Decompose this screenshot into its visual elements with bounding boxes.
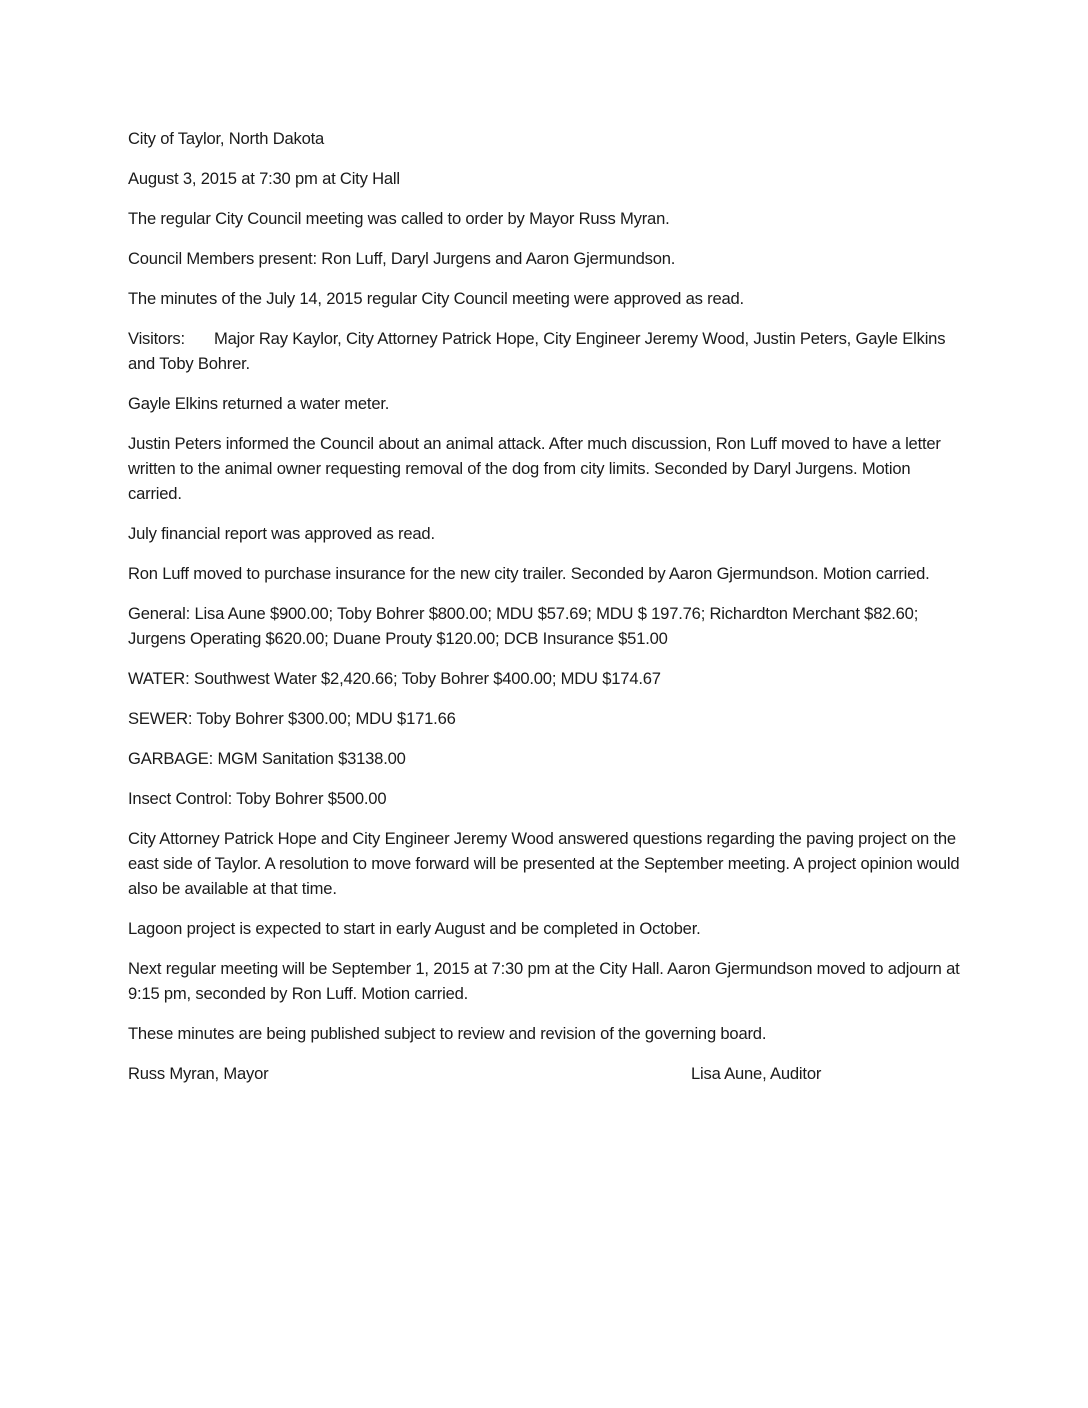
minutes-approved-paragraph: The minutes of the July 14, 2015 regular City Council meeting were approved as read. [128,289,744,308]
visitors-list: Major Ray Kaylor, City Attorney Patrick Hope, City Engineer Jeremy Wood, Justin Peters, Gayle Elkins and Toby Bohrer. [128,329,946,373]
visitors-paragraph [128,326,968,376]
signature-line [128,1061,968,1086]
minutes-body [128,126,968,1086]
water-expenses-paragraph: WATER: Southwest Water $2,420.66; Toby Bohrer $400.00; MDU $174.67 [128,669,661,688]
animal-attack-paragraph: Justin Peters informed the Council about an animal attack. After much discussion, Ron Luff moved to have a letter written to the animal owner requesting removal of the dog from city limits. Seconded by Daryl Jurgens. Motion carried. [128,434,941,503]
heading-city: City of Taylor, North Dakota [128,129,325,148]
call-to-order-paragraph: The regular City Council meeting was called to order by Mayor Russ Myran. [128,209,670,228]
heading-date: August 3, 2015 at 7:30 pm at City Hall [128,169,400,188]
next-meeting-paragraph: Next regular meeting will be September 1, 2015 at 7:30 pm at the City Hall. Aaron Gjermundson moved to adjourn at 9:15 pm, seconded by Ron Luff. Motion carried. [128,959,960,1003]
insurance-paragraph: Ron Luff moved to purchase insurance for the new city trailer. Seconded by Aaron Gjermundson. Motion carried. [128,564,930,583]
sewer-expenses-paragraph: SEWER: Toby Bohrer $300.00; MDU $171.66 [128,709,456,728]
paving-project-paragraph: City Attorney Patrick Hope and City Engineer Jeremy Wood answered questions regarding the paving project on the east side of Taylor. A resolution to move forward will be presented at the September meeting. A project opinion would also be available at that time. [128,829,960,898]
disclaimer-paragraph: These minutes are being published subject to review and revision of the governing board. [128,1024,767,1043]
garbage-expenses-paragraph: GARBAGE: MGM Sanitation $3138.00 [128,749,406,768]
water-meter-paragraph: Gayle Elkins returned a water meter. [128,394,390,413]
auditor-signature: Lisa Aune, Auditor [691,1064,822,1083]
mayor-signature: Russ Myran, Mayor [128,1064,269,1083]
financial-report-paragraph: July financial report was approved as read. [128,524,435,543]
members-present-paragraph: Council Members present: Ron Luff, Daryl Jurgens and Aaron Gjermundson. [128,249,676,268]
insect-control-paragraph: Insect Control: Toby Bohrer $500.00 [128,789,387,808]
lagoon-project-paragraph: Lagoon project is expected to start in early August and be completed in October. [128,919,701,938]
general-expenses-paragraph: General: Lisa Aune $900.00; Toby Bohrer $800.00; MDU $57.69; MDU $ 197.76; Richardton Merchant $82.60; Jurgens Operating $620.00; Duane Prouty $120.00; DCB Insurance $51.00 [128,604,919,648]
visitors-label: Visitors: [128,329,185,348]
